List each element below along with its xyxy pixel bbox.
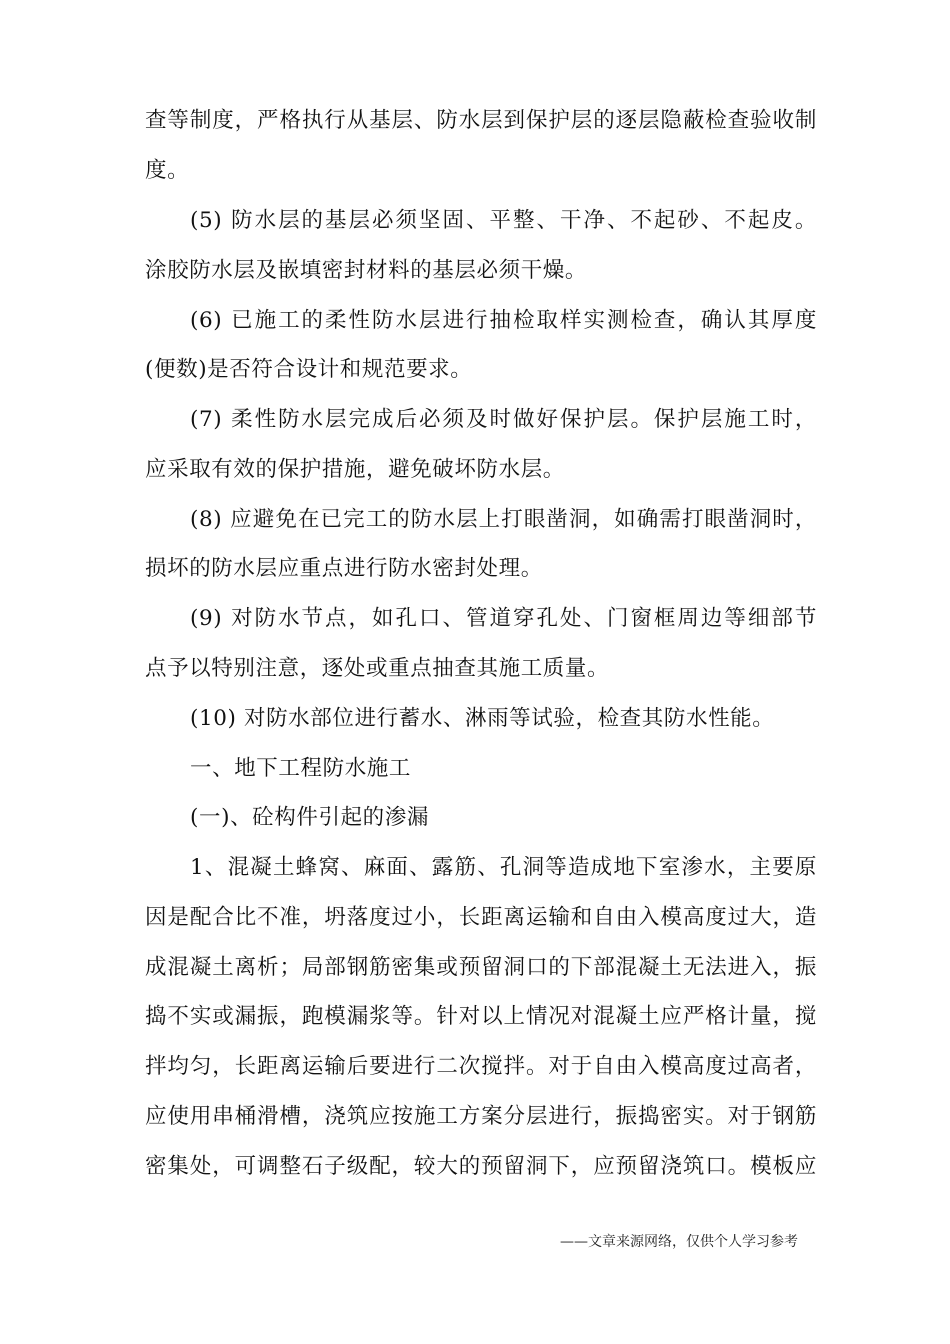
body-line: 1、混凝土蜂窝、麻面、露筋、孔洞等造成地下室渗水，主要原: [190, 855, 817, 880]
body-line: 拌均匀，长距离运输后要进行二次搅拌。对于自由入模高度过高者，: [145, 1054, 817, 1079]
page-footer: ——文章来源网络，仅供个人学习参考: [560, 1234, 798, 1250]
body-line: 捣不实或漏振，跑模漏浆等。针对以上情况对混凝土应严格计量，搅: [145, 1004, 817, 1029]
body-line: (8) 应避免在已完工的防水层上打眼凿洞，如确需打眼凿洞时，: [190, 507, 817, 532]
body-line: (10) 对防水部位进行蓄水、淋雨等试验，检查其防水性能。: [190, 706, 775, 731]
subsection-heading: (一)、砼构件引起的渗漏: [190, 805, 429, 830]
body-line: (7) 柔性防水层完成后必须及时做好保护层。保护层施工时，: [190, 407, 817, 432]
body-line: (便数)是否符合设计和规范要求。: [145, 357, 473, 382]
body-line: (5) 防水层的基层必须坚固、平整、干净、不起砂、不起皮。: [190, 208, 817, 233]
body-line: 因是配合比不准，坍落度过小，长距离运输和自由入模高度过大，造: [145, 905, 817, 930]
body-line: 查等制度，严格执行从基层、防水层到保护层的逐层隐蔽检查验收制: [145, 108, 817, 133]
body-line: 应使用串桶滑槽，浇筑应按施工方案分层进行，振捣密实。对于钢筋: [145, 1104, 817, 1129]
body-line: 损坏的防水层应重点进行防水密封处理。: [145, 556, 543, 581]
body-line: (9) 对防水节点，如孔口、管道穿孔处、门窗框周边等细部节: [190, 606, 817, 631]
body-line: 涂胶防水层及嵌填密封材料的基层必须干燥。: [145, 258, 588, 283]
body-line: 密集处，可调整石子级配，较大的预留洞下，应预留浇筑口。模板应: [145, 1154, 817, 1179]
section-heading: 一、地下工程防水施工: [190, 756, 412, 781]
body-line: 度。: [145, 158, 190, 183]
body-line: (6) 已施工的柔性防水层进行抽检取样实测检查，确认其厚度: [190, 308, 817, 333]
body-line: 点予以特别注意，逐处或重点抽查其施工质量。: [145, 656, 610, 681]
body-line: 成混凝土离析；局部钢筋密集或预留洞口的下部混凝土无法进入，振: [145, 955, 817, 980]
body-line: 应采取有效的保护措施，避免破坏防水层。: [145, 457, 565, 482]
